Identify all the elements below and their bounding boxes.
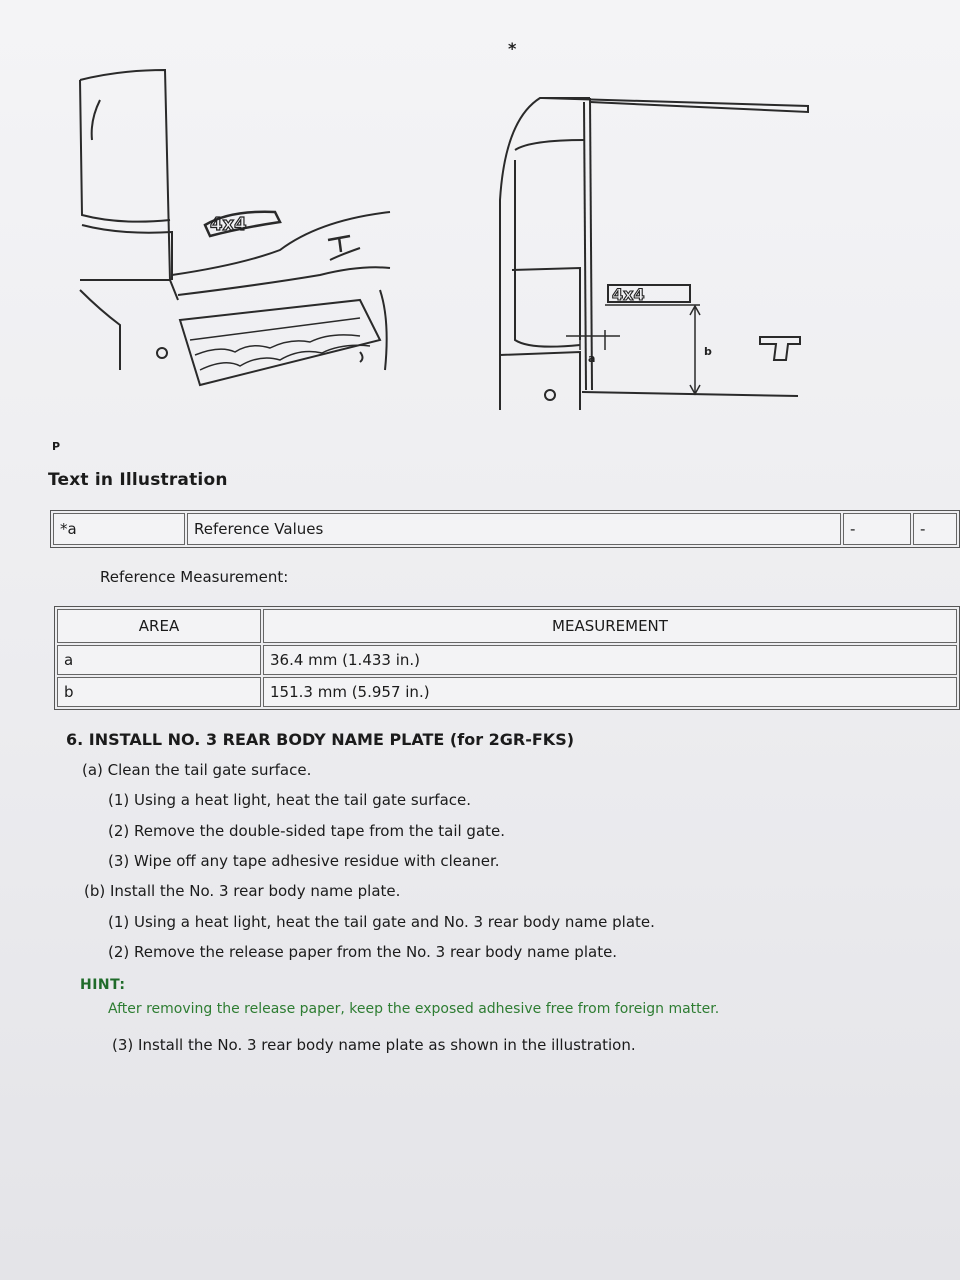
table-row	[57, 677, 957, 707]
measurement-cell: 36.4 mm (1.433 in.)	[263, 645, 957, 675]
label-a: a	[588, 352, 596, 365]
column-header-measurement: MEASUREMENT	[263, 609, 957, 643]
substep-a-label: (a) Clean the tail gate surface.	[82, 761, 312, 779]
reference-measurement-label: Reference Measurement:	[100, 568, 289, 586]
label-b: b	[704, 345, 712, 358]
installation-illustration	[60, 40, 840, 440]
legend-key: *a	[53, 513, 185, 545]
text-in-illustration-title: Text in Illustration	[48, 470, 228, 490]
substep-a-2: (2) Remove the double-sided tape from the tail gate.	[108, 822, 506, 840]
area-cell: a	[57, 645, 261, 675]
substep-b-label: (b) Install the No. 3 rear body name plate.	[84, 882, 401, 900]
substep-b-2: (2) Remove the release paper from the No. 3 rear body name plate.	[108, 943, 618, 961]
procedure-heading: 6. INSTALL NO. 3 REAR BODY NAME PLATE (for 2GR-FKS)	[66, 730, 575, 749]
legend-table	[50, 510, 960, 548]
illustration-svg	[60, 40, 840, 440]
table-row	[53, 513, 957, 545]
table-row	[57, 645, 957, 675]
substep-b-1: (1) Using a heat light, heat the tail gate and No. 3 rear body name plate.	[108, 913, 655, 931]
measurement-table	[54, 606, 960, 710]
column-header-area: AREA	[57, 609, 261, 643]
measurement-cell: 151.3 mm (5.957 in.)	[263, 677, 957, 707]
legend-extra: -	[913, 513, 957, 545]
substep-a-3: (3) Wipe off any tape adhesive residue with cleaner.	[108, 852, 500, 870]
badge-text-left: 4x4	[210, 214, 247, 235]
hint-title: HINT:	[80, 977, 126, 993]
substep-a-1: (1) Using a heat light, heat the tail gate surface.	[108, 791, 472, 809]
star-marker: *	[508, 40, 517, 58]
legend-value: Reference Values	[187, 513, 841, 545]
substep-b-3: (3) Install the No. 3 rear body name plate as shown in the illustration.	[112, 1036, 636, 1054]
area-cell: b	[57, 677, 261, 707]
illustration-id: P	[52, 440, 61, 453]
badge-text-right: 4x4	[612, 285, 645, 304]
legend-extra: -	[843, 513, 911, 545]
table-header-row	[57, 609, 957, 643]
hint-text: After removing the release paper, keep the exposed adhesive free from foreign matter.	[108, 1001, 720, 1017]
